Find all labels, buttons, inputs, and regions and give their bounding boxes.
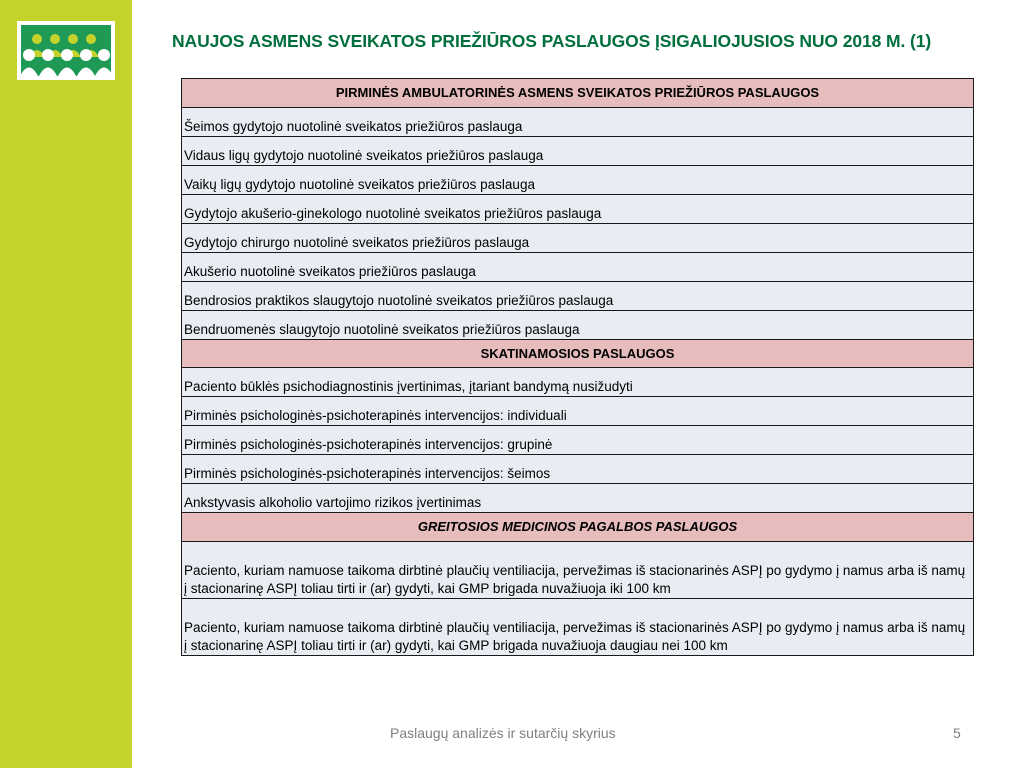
logo <box>17 21 115 80</box>
table-cell: Bendruomenės slaugytojo nuotolinė sveikatos priežiūros paslauga <box>182 311 974 340</box>
services-table <box>181 78 974 656</box>
section-header: PIRMINĖS AMBULATORINĖS ASMENS SVEIKATOS PRIEŽIŪROS PASLAUGOS <box>182 79 974 108</box>
table-cell: Paciento būklės psichodiagnostinis įvertinimas, įtariant bandymą nusižudyti <box>182 368 974 397</box>
footer-text: Paslaugų analizės ir sutarčių skyrius <box>390 725 616 741</box>
table-row <box>182 542 974 599</box>
table-cell: Bendrosios praktikos slaugytojo nuotolinė sveikatos priežiūros paslauga <box>182 282 974 311</box>
table-cell: Ankstyvasis alkoholio vartojimo rizikos įvertinimas <box>182 484 974 513</box>
table-cell: Pirminės psichologinės-psichoterapinės intervencijos: grupinė <box>182 426 974 455</box>
section-header-row <box>182 340 974 368</box>
table-cell: Pirminės psichologinės-psichoterapinės intervencijos: šeimos <box>182 455 974 484</box>
table-cell: Gydytojo chirurgo nuotolinė sveikatos priežiūros paslauga <box>182 224 974 253</box>
section-header: SKATINAMOSIOS PASLAUGOS <box>182 340 974 368</box>
table-row <box>182 224 974 253</box>
table-row <box>182 368 974 397</box>
table-cell <box>182 542 974 599</box>
section-header <box>182 513 974 542</box>
table-row <box>182 599 974 656</box>
table-row <box>182 108 974 137</box>
table-row <box>182 426 974 455</box>
table-row <box>182 282 974 311</box>
table-row <box>182 195 974 224</box>
table-row <box>182 137 974 166</box>
table-cell: Vaikų ligų gydytojo nuotolinė sveikatos priežiūros paslauga <box>182 166 974 195</box>
section-header-row <box>182 79 974 108</box>
people-group-icon <box>17 21 115 80</box>
table-row <box>182 455 974 484</box>
slide-title: NAUJOS ASMENS SVEIKATOS PRIEŽIŪROS PASLAUGOS ĮSIGALIOJUSIOS NUO 2018 M. (1) <box>172 31 932 51</box>
table-cell-text: Paciento, kuriam namuose taikoma dirbtinė plaučių ventiliacija, pervežimas iš stacionarinės ASPĮ po gydymo į namus arba iš namų į stacionarinę ASPĮ toliau tirti ir (ar) gydyti, kai GMP brigada nuvažiuoja daugiau nei 100 km <box>184 620 966 653</box>
table-cell: Vidaus ligų gydytojo nuotolinė sveikatos priežiūros paslauga <box>182 137 974 166</box>
section-header-text: GREITOSIOS MEDICINOS PAGALBOS PASLAUGOS <box>417 519 738 534</box>
table-cell: Šeimos gydytojo nuotolinė sveikatos priežiūros paslauga <box>182 108 974 137</box>
table-cell: Akušerio nuotolinė sveikatos priežiūros paslauga <box>182 253 974 282</box>
table-row <box>182 311 974 340</box>
section-header-row <box>182 513 974 542</box>
table-cell <box>182 599 974 656</box>
table-cell: Pirminės psichologinės-psichoterapinės intervencijos: individuali <box>182 397 974 426</box>
table-row <box>182 166 974 195</box>
page-number: 5 <box>953 725 961 741</box>
table-row <box>182 397 974 426</box>
side-bar <box>0 0 132 768</box>
table-row <box>182 253 974 282</box>
table-cell: Gydytojo akušerio-ginekologo nuotolinė sveikatos priežiūros paslauga <box>182 195 974 224</box>
table-cell-text: Pacientο, kuriam namuose taikoma dirbtinė plaučių ventiliacija, pervežimas iš stacionarinės ASPĮ po gydymo į namus arba iš namų į stacionarinę ASPĮ toliau tirti ir (ar) gydyti, kai GMP brigada nuvažiuoja iki 100 km <box>184 563 966 596</box>
table-row <box>182 484 974 513</box>
